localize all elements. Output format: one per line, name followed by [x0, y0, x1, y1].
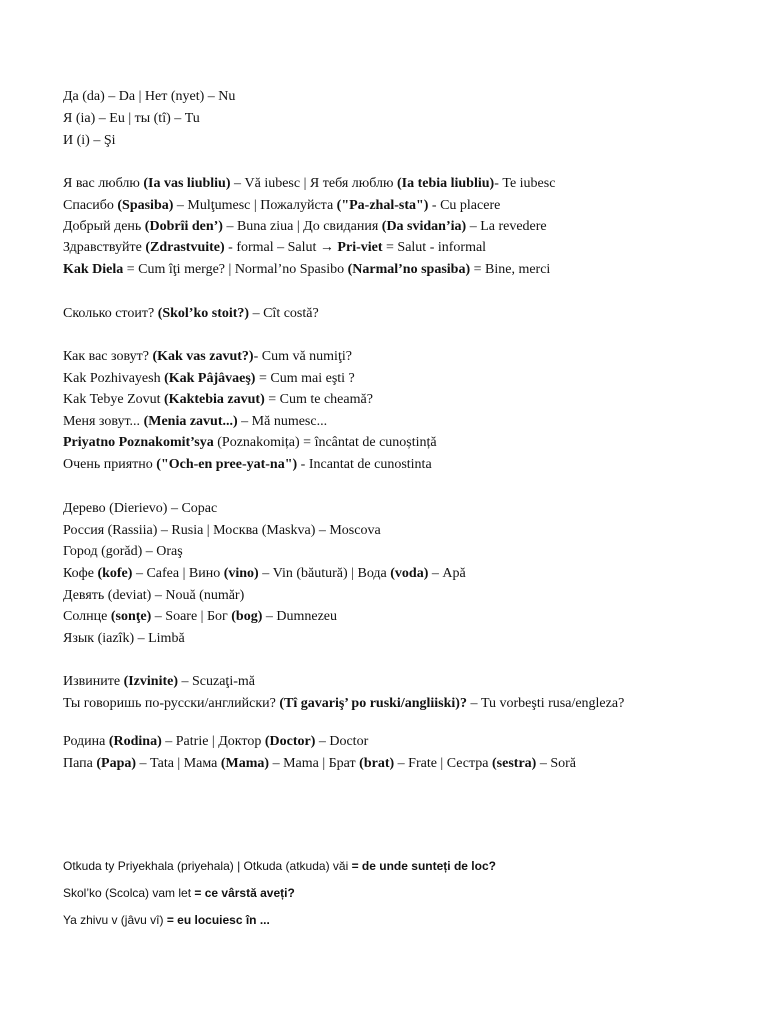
- line-dobrii-den: Добрый день (Dobrîi den’) – Buna ziua | До свидания (Da svidan’ia) – La revedere: [63, 219, 547, 234]
- line-izvinite: Извините (Izvinite) – Scuzaţi-mă: [63, 674, 255, 689]
- line-menia-zavut: Меня зовут... (Menia zavut...) – Mă numesc...: [63, 414, 328, 429]
- line-kak-diela: Kak Diela = Cum îţi merge? | Normal’no Spasibo (Narmal’no spasiba) = Bine, merci: [63, 262, 551, 277]
- line-iazik: Язык (iazîk) – Limbă: [63, 631, 185, 646]
- line-da: Да (da) – Da | Нет (nyet) – Nu: [63, 89, 236, 104]
- line-skolko-stoit: Сколько стоит? (Skol’ko stoit?) – Cît costă?: [63, 306, 319, 321]
- line-zdrastvuite: Здравствуйте (Zdrastvuite) - formal – Salut → Pri-viet = Salut - informal: [63, 240, 487, 255]
- line-kak-vas-zavut: Как вас зовут? (Kak vas zavut?)- Cum vă numiţi?: [63, 349, 352, 364]
- right-arrow-icon: →: [319, 240, 334, 255]
- line-derevo: Дерево (Dierievo) – Copac: [63, 501, 218, 516]
- line-otkuda: Otkuda ty Priyekhala (priyehala) | Otkuda (atkuda) văi = de unde sunteți de loc?: [63, 859, 496, 873]
- line-papa: Папа (Papa) – Tata | Мама (Mama) – Mama | Брат (brat) – Frate | Сестра (sestra) – Soră: [63, 756, 576, 771]
- line-kofe: Кофе (kofe) – Cafea | Вино (vino) – Vin (băutură) | Вода (voda) – Apă: [63, 566, 466, 581]
- line-ia: Я (ia) – Eu | ты (tî) – Tu: [63, 111, 200, 126]
- line-spasiba: Спасибо (Spasiba) – Mulţumesc | Пожалуйста ("Pa-zhal-sta") - Cu placere: [63, 198, 501, 213]
- line-gorod: Город (gorăd) – Oraş: [63, 544, 183, 559]
- line-rodina: Родина (Rodina) – Patrie | Доктор (Doctor) – Doctor: [63, 734, 369, 749]
- line-priyatno: Priyatno Poznakomit’sya (Poznakomița) = încântat de cunoștință: [63, 435, 437, 450]
- line-tebye-zovut: Kak Tebye Zovut (Kaktebia zavut) = Cum te cheamă?: [63, 392, 373, 407]
- line-i: И (i) – Şi: [63, 133, 116, 148]
- line-rossiia: Россия (Rassiia) – Rusia | Москва (Maskva) – Moscova: [63, 523, 381, 538]
- line-ya-zhivu: Ya zhivu v (jâvu vî) = eu locuiesc în ...: [63, 913, 270, 927]
- line-pozhivayesh: Kak Pozhivayesh (Kak Pâjâvaeş) = Cum mai eşti ?: [63, 371, 355, 386]
- line-solntse: Солнце (sonţe) – Soare | Бог (bog) – Dumnezeu: [63, 609, 338, 624]
- line-ti-gavaris: Ты говоришь по-русски/английски? (Tî gavariş’ po ruski/angliiski)? – Tu vorbeşti rusa/engleza?: [63, 696, 625, 711]
- line-skolko-vam-let: Skol’ko (Scolca) vam let = ce vârstă aveți?: [63, 886, 295, 900]
- line-ia-vas-liubliu: Я вас люблю (Ia vas liubliu) – Vă iubesc | Я тебя люблю (Ia tebia liubliu)- Te iubesc: [63, 176, 556, 191]
- line-ochen-priyatno: Очень приятно ("Och-en pree-yat-na") - Incantat de cunostinta: [63, 457, 432, 472]
- line-deviat: Девять (deviat) – Nouă (număr): [63, 588, 245, 603]
